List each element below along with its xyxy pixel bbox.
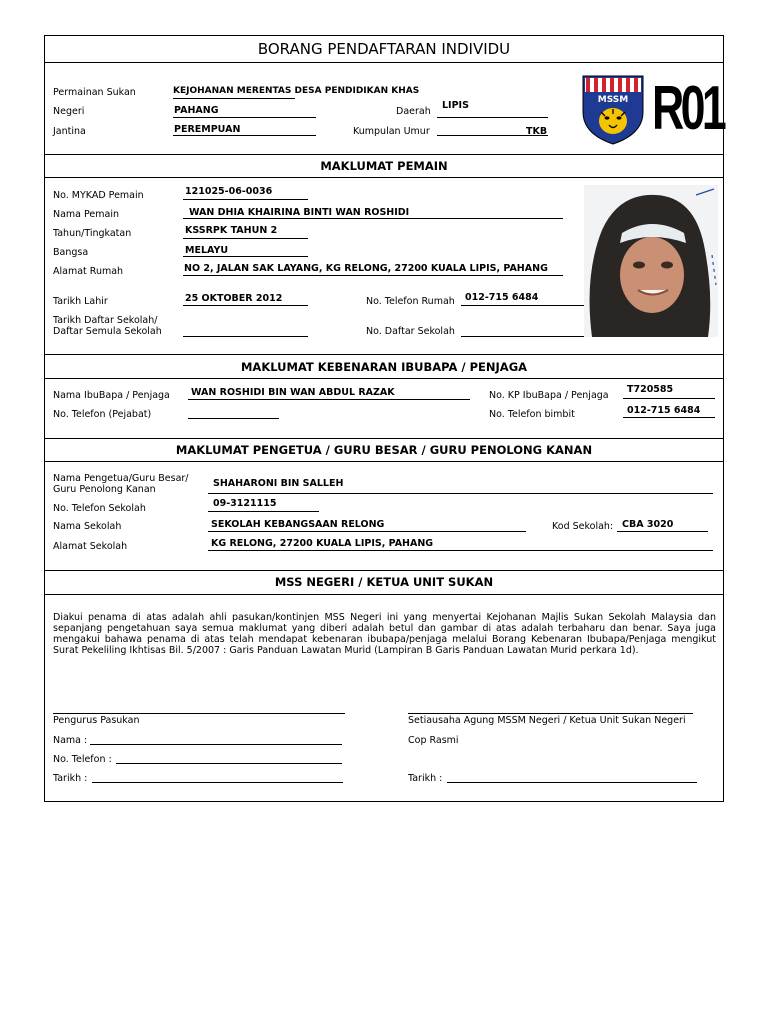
alamat-rumah-label: Alamat Rumah bbox=[53, 266, 124, 277]
tarikh-daftar-label-1: Tarikh Daftar Sekolah/ bbox=[53, 315, 158, 326]
kumpulan-label: Kumpulan Umur bbox=[353, 126, 430, 137]
tel-sekolah-value: 09-3121115 bbox=[213, 498, 277, 509]
kod-sekolah-label: Kod Sekolah: bbox=[552, 521, 614, 532]
pengurus-label: Pengurus Pasukan bbox=[53, 715, 140, 726]
bangsa-value: MELAYU bbox=[185, 245, 229, 256]
tahun-label: Tahun/Tingkatan bbox=[53, 228, 132, 239]
section-title-pemain: MAKLUMAT PEMAIN bbox=[320, 159, 448, 173]
tel-sekolah-label: No. Telefon Sekolah bbox=[53, 503, 146, 514]
pengurus-tarikh-label: Tarikh : bbox=[53, 773, 88, 784]
permainan-value: KEJOHANAN MERENTAS DESA PENDIDIKAN KHAS bbox=[173, 86, 420, 96]
daerah-label: Daerah bbox=[396, 106, 431, 117]
nama-pemain-label: Nama Pemain bbox=[53, 209, 119, 220]
tel-pejabat-label: No. Telefon (Pejabat) bbox=[53, 409, 152, 420]
kumpulan-value: TKB bbox=[526, 126, 548, 137]
nama-ibubapa-label: Nama IbuBapa / Penjaga bbox=[53, 390, 170, 401]
declaration-paragraph: Diakui penama di atas adalah ahli pasukan/kontinjen MSS Negeri ini yang menyertai Kejohanan Majlis Sukan Sekolah Malaysia dan sepanjang pengetahuan saya semua maklumat yang diberi adalah betul dan gambar di atas adalah terbaharu dan benar. Saya juga mengakui bahawa penama di atas telah mendapat kebenaran ibubapa/penjaga melalui Borang Kebenaran Ibubapa/Penjaga mengikut Surat Pekeliling Ikhtisas Bil. 5/2007 : Garis Panduan Lawatan Murid (Lampiran B Garis Panduan Lawatan Murid perkara 1d). bbox=[53, 612, 716, 656]
nama-pengetua-label-2: Guru Penolong Kanan bbox=[53, 484, 156, 495]
mssm-logo bbox=[581, 74, 645, 146]
form-code: R01 bbox=[652, 74, 724, 143]
setiausaha-tarikh-label: Tarikh : bbox=[408, 773, 443, 784]
student-photo bbox=[584, 185, 718, 337]
mykad-value: 121025-06-0036 bbox=[185, 186, 273, 197]
nama-pemain-value: WAN DHIA KHAIRINA BINTI WAN ROSHIDI bbox=[189, 207, 410, 218]
jantina-value: PEREMPUAN bbox=[174, 124, 241, 135]
nama-pengetua-label-1: Nama Pengetua/Guru Besar/ bbox=[53, 473, 189, 484]
mykad-label: No. MYKAD Pemain bbox=[53, 190, 144, 201]
daerah-value: LIPIS bbox=[442, 100, 469, 111]
tarikh-lahir-value: 25 OKTOBER 2012 bbox=[185, 293, 283, 304]
nama-sekolah-value: SEKOLAH KEBANGSAAN RELONG bbox=[211, 519, 385, 530]
alamat-sekolah-value: KG RELONG, 27200 KUALA LIPIS, PAHANG bbox=[211, 538, 434, 549]
logo-text: MSSM bbox=[597, 95, 629, 105]
pengurus-tel-label: No. Telefon : bbox=[53, 754, 112, 765]
negeri-label: Negeri bbox=[53, 106, 85, 117]
setiausaha-label: Setiausaha Agung MSSM Negeri / Ketua Unit Sukan Negeri bbox=[408, 715, 686, 726]
tel-rumah-value: 012-715 6484 bbox=[465, 292, 539, 303]
section-title-mss: MSS NEGERI / KETUA UNIT SUKAN bbox=[274, 575, 494, 589]
tarikh-daftar-label-2: Daftar Semula Sekolah bbox=[53, 326, 162, 337]
divider bbox=[44, 62, 724, 63]
cop-rasmi-label: Cop Rasmi bbox=[408, 735, 459, 746]
kp-ibubapa-label: No. KP IbuBapa / Penjaga bbox=[489, 390, 609, 401]
nama-pengetua-value: SHAHARONI BIN SALLEH bbox=[213, 478, 344, 489]
tel-rumah-label: No. Telefon Rumah bbox=[366, 296, 455, 307]
nama-sekolah-label: Nama Sekolah bbox=[53, 521, 122, 532]
alamat-sekolah-label: Alamat Sekolah bbox=[53, 541, 128, 552]
pengurus-nama-label: Nama : bbox=[53, 735, 88, 746]
negeri-value: PAHANG bbox=[174, 105, 219, 116]
section-title-ibubapa: MAKLUMAT KEBENARAN IBUBAPA / PENJAGA bbox=[240, 360, 528, 374]
tel-bimbit-label: No. Telefon bimbit bbox=[489, 409, 575, 420]
tel-bimbit-value: 012-715 6484 bbox=[627, 405, 701, 416]
bangsa-label: Bangsa bbox=[53, 247, 89, 258]
kod-sekolah-value: CBA 3020 bbox=[622, 519, 674, 530]
nama-ibubapa-value: WAN ROSHIDI BIN WAN ABDUL RAZAK bbox=[191, 387, 395, 398]
jantina-label: Jantina bbox=[53, 126, 86, 137]
section-title-pengetua: MAKLUMAT PENGETUA / GURU BESAR / GURU PENOLONG KANAN bbox=[175, 443, 593, 457]
tarikh-lahir-label: Tarikh Lahir bbox=[53, 296, 108, 307]
no-daftar-label: No. Daftar Sekolah bbox=[366, 326, 455, 337]
kp-ibubapa-value: T720585 bbox=[627, 384, 674, 395]
alamat-rumah-value: NO 2, JALAN SAK LAYANG, KG RELONG, 27200 KUALA LIPIS, PAHANG bbox=[184, 263, 548, 274]
tahun-value: KSSRPK TAHUN 2 bbox=[185, 225, 278, 236]
permainan-label: Permainan Sukan bbox=[53, 87, 136, 98]
form-title: BORANG PENDAFTARAN INDIVIDU bbox=[257, 40, 511, 58]
